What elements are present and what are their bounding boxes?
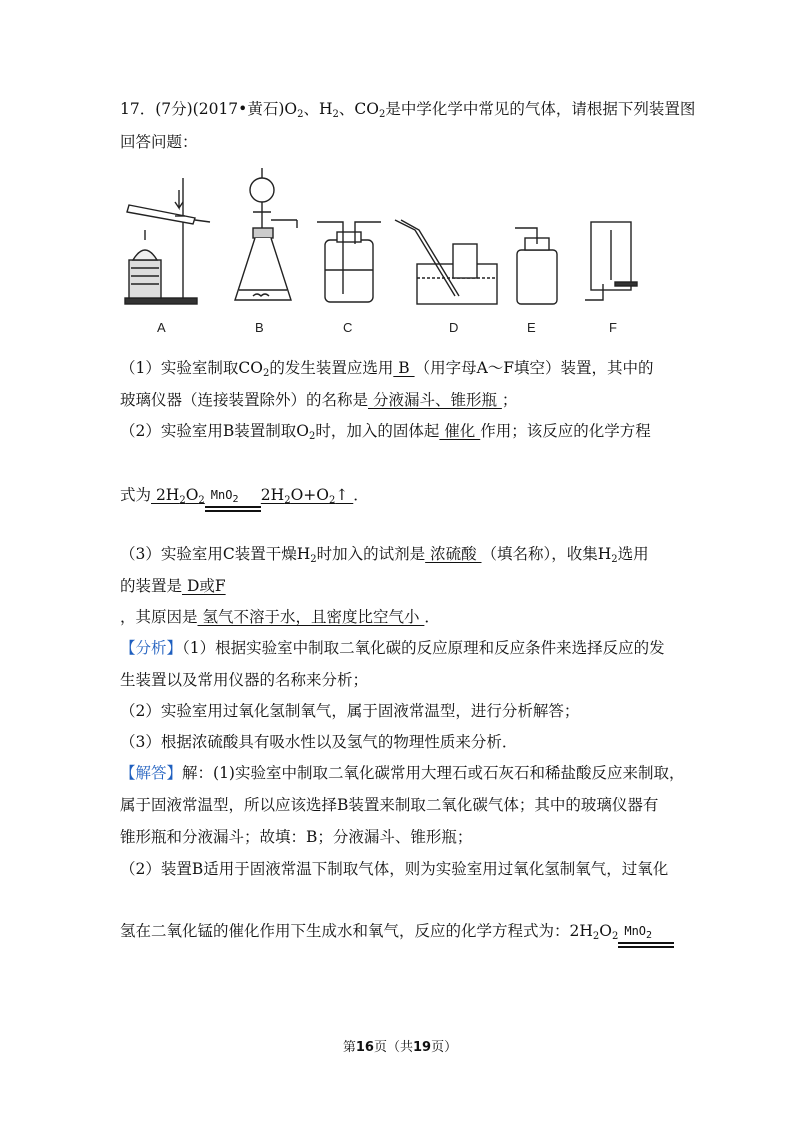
apparatus-c <box>317 222 381 302</box>
q-line2: 回答问题： <box>120 133 198 151</box>
answer-text: O <box>599 922 612 940</box>
answer-line3 <box>120 826 472 848</box>
q3-answer-1: 浓硫酸 <box>425 545 482 563</box>
q-mid2: 、CO <box>338 100 379 118</box>
q1-line1 <box>120 357 654 385</box>
catalyst-bar <box>618 942 674 944</box>
sub: 2 <box>198 495 205 506</box>
sub: 2 <box>308 431 316 442</box>
q3-line3 <box>120 606 440 628</box>
q1-a: （1）实验室制取CO <box>120 359 263 377</box>
answer-line5 <box>120 920 674 948</box>
sub: 2 <box>262 368 270 379</box>
q1-b: 的发生装置应选用 <box>269 359 394 377</box>
catalyst-arrow <box>205 490 261 512</box>
q3-answer-2: D或F <box>182 577 226 595</box>
apparatus-a <box>125 178 210 304</box>
q1-answer-1: B <box>393 359 415 377</box>
q3-d: 选用 <box>617 545 649 563</box>
eq-text: O+O <box>290 486 329 504</box>
sub: 2 <box>179 495 186 506</box>
q1-answer-2: 分液漏斗、锥形瓶 <box>368 391 502 409</box>
q1-line2-text: 玻璃仪器（连接装置除外）的名称是 <box>120 391 369 409</box>
answer-text: 解：(1)实验室中制取二氧化碳常用大理石或石灰石和稀盐酸反应来制取， <box>182 764 685 782</box>
page-number: 16 <box>355 1040 374 1055</box>
analysis-tag: 【分析】 <box>120 639 183 657</box>
eq-text: 2H <box>260 486 285 504</box>
q2-line1 <box>120 420 651 448</box>
sub: 2 <box>592 931 600 942</box>
eq-text: ↑ <box>335 486 354 504</box>
q3-b: 时加入的试剂是 <box>316 545 426 563</box>
label-d: D <box>449 320 459 335</box>
catalyst-bar <box>205 506 261 508</box>
answer-line4 <box>120 858 668 880</box>
label-e: E <box>527 320 536 335</box>
q3-line2-text: 的装置是 <box>120 577 183 595</box>
footer-text: 页） <box>431 1040 458 1055</box>
sub: 2 <box>328 495 336 506</box>
q3-line1 <box>120 543 649 571</box>
catalyst-arrow <box>618 926 674 948</box>
q2-eq-pre: 式为 <box>120 486 152 504</box>
label-b: B <box>255 320 264 335</box>
catalyst-text: MnO <box>210 488 233 502</box>
page-total: 19 <box>413 1040 432 1055</box>
footer-text: 页（共 <box>373 1040 413 1055</box>
analysis-line1 <box>120 637 665 659</box>
label-c: C <box>343 320 353 335</box>
q2-eq-left <box>151 486 205 504</box>
answer-text: 属于固液常温型，所以应该选择B装置来制取二氧化碳气体；其中的玻璃仪器有 <box>120 796 659 814</box>
label-f: F <box>609 320 617 335</box>
sub: 2 <box>310 554 317 565</box>
answer-text: （2）装置B适用于固液常温下制取气体，则为实验室用过氧化氢制氧气，过氧化 <box>120 860 669 878</box>
q2-c: 作用；该反应的化学方程 <box>480 422 651 440</box>
q2-b: 时，加入的固体起 <box>315 422 440 440</box>
answer-line1 <box>120 762 684 784</box>
q2-a: （2）实验室用B装置制取O <box>120 422 309 440</box>
sub: 2 <box>611 554 618 565</box>
q3-answer-3: 氢气不溶于水，且密度比空气小 <box>197 608 425 626</box>
analysis-line4 <box>120 731 517 753</box>
answer-text: 锥形瓶和分液漏斗；故填：B；分液漏斗、锥形瓶； <box>120 828 473 846</box>
apparatus-d <box>395 220 497 304</box>
q2-answer: 催化 <box>439 422 481 440</box>
question-header <box>120 98 695 126</box>
footer-text: 第 <box>342 1040 356 1055</box>
catalyst-bar <box>205 510 261 512</box>
sub: 2 <box>232 494 239 505</box>
q1-line2 <box>120 389 517 411</box>
sub: 2 <box>646 930 653 941</box>
q2-eq-right <box>261 486 353 504</box>
question-header-line2 <box>120 131 198 153</box>
answer-line2 <box>120 794 658 816</box>
label-a: A <box>157 320 166 335</box>
q3-c: （填名称），收集H <box>481 545 612 563</box>
apparatus-b <box>235 168 297 300</box>
sub: 2 <box>611 931 619 942</box>
sub: 2 <box>284 495 291 506</box>
q-tail: 是中学化学中常见的气体，请根据下列装置图 <box>385 100 696 118</box>
eq-text: 2H <box>151 486 180 504</box>
analysis-text: （2）实验室用过氧化氢制氧气，属于固液常温型，进行分析解答； <box>120 702 580 720</box>
q-mid1: 、H <box>303 100 333 118</box>
answer-tag: 【解答】 <box>120 764 183 782</box>
answer-text: 氢在二氧化锰的催化作用下生成水和氧气，反应的化学方程式为：2H <box>120 922 593 940</box>
q3-line3-end: ． <box>424 608 440 626</box>
analysis-text: （3）根据浓硫酸具有吸水性以及氢气的物理性质来分析． <box>120 733 518 751</box>
apparatus-e <box>515 228 557 304</box>
q-head: 17．(7分)(2017•黄石)O <box>120 100 298 118</box>
sub: 2 <box>297 109 304 120</box>
q1-end: ； <box>501 391 518 409</box>
apparatus-f <box>585 222 637 300</box>
analysis-text: （1）根据实验室中制取二氧化碳的反应原理和反应条件来选择反应的发 <box>182 639 665 657</box>
catalyst-bar <box>618 946 674 948</box>
q3-line3-pre: ，其原因是 <box>120 608 198 626</box>
q3-a: （3）实验室用C装置干燥H <box>120 545 311 563</box>
catalyst-text: MnO <box>624 924 647 938</box>
analysis-line3 <box>120 700 579 722</box>
page-footer <box>0 1036 800 1055</box>
sub: 2 <box>378 109 386 120</box>
eq-text: O <box>185 486 199 504</box>
q3-line2 <box>120 575 226 597</box>
analysis-line2 <box>120 669 368 691</box>
apparatus-figure <box>115 160 675 340</box>
q1-c: （用字母A～F填空）装置，其中的 <box>414 359 654 377</box>
analysis-text: 生装置以及常用仪器的名称来分析； <box>120 671 369 689</box>
q2-eq-end: ． <box>353 486 369 504</box>
sub: 2 <box>332 109 339 120</box>
q2-equation <box>120 484 369 512</box>
